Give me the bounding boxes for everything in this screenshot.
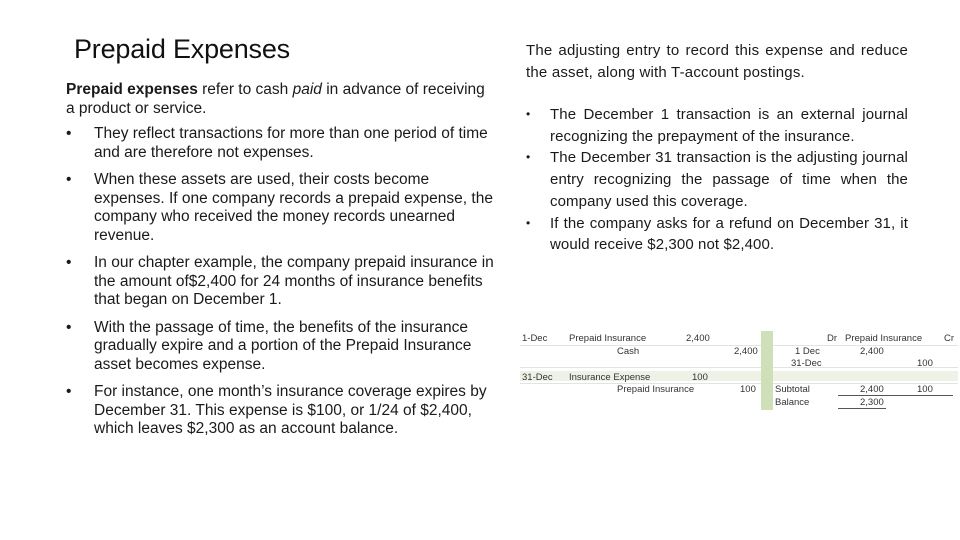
taccount-balance-debit: 2,300 bbox=[860, 397, 884, 408]
subtotal-rule bbox=[838, 395, 953, 396]
bullet-icon: • bbox=[66, 383, 72, 400]
taccount-subtotal-label: Subtotal bbox=[775, 384, 810, 395]
list-item bbox=[66, 125, 496, 162]
journal-debit: 100 bbox=[692, 372, 708, 383]
journal-date: 1-Dec bbox=[522, 333, 548, 344]
list-item bbox=[526, 213, 908, 256]
balance-rule bbox=[838, 408, 886, 409]
taccount-row-label: 1 Dec bbox=[795, 346, 820, 357]
slide-title: Prepaid Expenses bbox=[74, 34, 290, 64]
journal-account: Cash bbox=[617, 346, 640, 357]
bullet-icon: • bbox=[526, 215, 531, 230]
taccount-credit: 100 bbox=[917, 358, 933, 369]
list-item bbox=[66, 383, 496, 439]
list-item bbox=[526, 147, 908, 212]
right-bullet-list bbox=[526, 104, 908, 256]
taccount-cr-label: Cr bbox=[944, 333, 955, 344]
ledger-image bbox=[520, 331, 958, 410]
row-divider bbox=[520, 367, 958, 368]
bullet-icon: • bbox=[66, 254, 72, 271]
bullet-icon: • bbox=[66, 171, 72, 188]
journal-credit: 100 bbox=[740, 384, 756, 395]
bullet-text: In our chapter example, the company prepaid insurance in the amount of$2,400 for 24 months of insurance benefits that began on December 1. bbox=[94, 254, 494, 308]
intro-text-2: in advance of receiving a product or service. bbox=[66, 81, 485, 117]
taccount-subtotal-credit: 100 bbox=[917, 384, 933, 395]
journal-date: 31-Dec bbox=[522, 372, 553, 383]
taccount-debit: 2,400 bbox=[860, 346, 884, 357]
bullet-text: For instance, one month’s insurance coverage expires by December 31. This expense is $100, or 1/24 of $2,400, which leaves $2,300 as an account balance. bbox=[94, 383, 487, 437]
journal-account: Prepaid Insurance bbox=[617, 384, 695, 395]
bullet-text: With the passage of time, the benefits of the insurance gradually expire and a portion of the Prepaid Insurance asset becomes expense. bbox=[94, 318, 472, 373]
intro-italic-word: paid bbox=[292, 81, 322, 98]
journal-account: Prepaid Insurance bbox=[569, 333, 647, 344]
list-item bbox=[66, 254, 496, 310]
taccount-row-label: 31-Dec bbox=[791, 358, 822, 369]
intro-text-1: refer to cash bbox=[197, 81, 293, 98]
list-item bbox=[526, 104, 908, 147]
left-bullet-list bbox=[66, 125, 496, 448]
bullet-text: When these assets are used, their costs become expenses. If one company records a prepaid expense, the company who received the money records unearned revenue. bbox=[94, 171, 493, 244]
bullet-text: The December 31 transaction is the adjusting journal entry recognizing the passage of time when the company used this coverage. bbox=[550, 149, 908, 210]
bullet-icon: • bbox=[66, 125, 72, 142]
journal-credit: 2,400 bbox=[734, 346, 758, 357]
bullet-text: The December 1 transaction is an external journal recognizing the prepayment of the insurance. bbox=[550, 106, 908, 145]
taccount-title: Prepaid Insurance bbox=[845, 333, 923, 344]
bullet-icon: • bbox=[526, 107, 531, 121]
row-divider bbox=[520, 383, 958, 384]
bullet-text: They reflect transactions for more than one period of time and are therefore not expenses. bbox=[94, 125, 488, 161]
journal-debit: 2,400 bbox=[686, 333, 710, 344]
list-item bbox=[66, 319, 496, 375]
separator-column bbox=[761, 331, 773, 410]
taccount-balance-label: Balance bbox=[775, 397, 810, 408]
taccount-dr-label: Dr bbox=[827, 333, 838, 344]
list-item bbox=[66, 171, 496, 245]
taccount-subtotal-debit: 2,400 bbox=[860, 384, 884, 395]
bullet-icon: • bbox=[66, 318, 72, 336]
bullet-text: If the company asks for a refund on December 31, it would receive $2,300 not $2,400. bbox=[550, 214, 908, 254]
right-paragraph: The adjusting entry to record this expense and reduce the asset, along with T-account postings. bbox=[526, 42, 908, 81]
intro-bold-term: Prepaid expenses bbox=[66, 81, 198, 98]
journal-account: Insurance Expense bbox=[569, 372, 651, 383]
intro-paragraph bbox=[66, 81, 496, 118]
bullet-icon: • bbox=[526, 150, 531, 165]
